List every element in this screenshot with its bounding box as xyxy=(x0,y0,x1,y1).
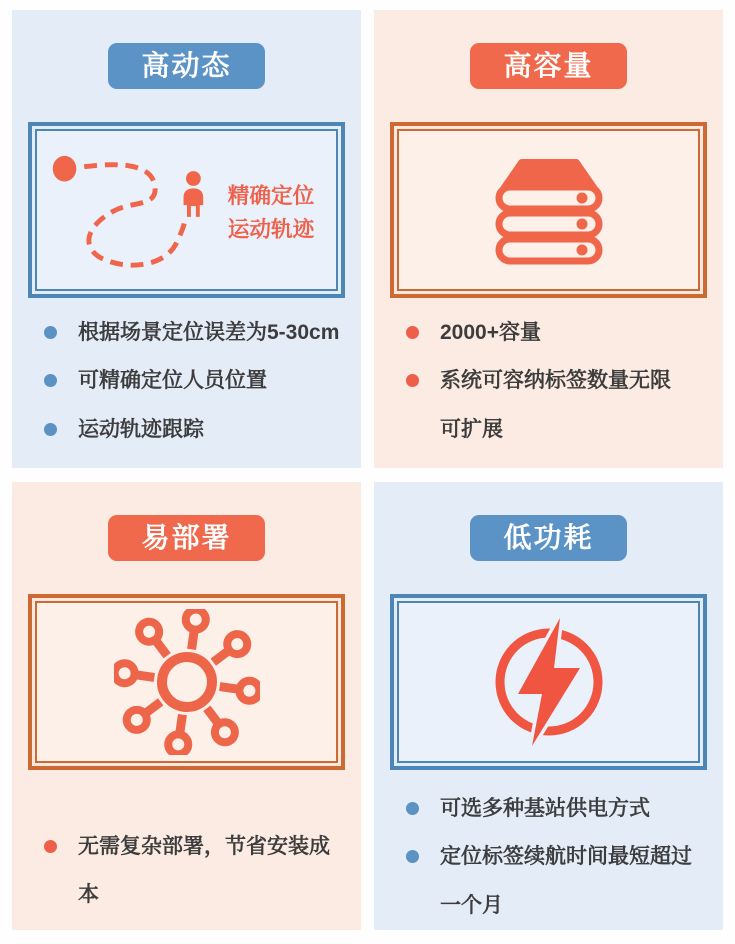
feature-item xyxy=(44,309,347,357)
bullet-dot-icon xyxy=(44,374,57,387)
lightning-bolt-icon xyxy=(486,616,612,748)
panel-title-badge: 高动态 xyxy=(108,43,264,89)
panel-title-badge: 高容量 xyxy=(470,43,626,89)
feature-text: 系统可容纳标签数量无限可扩展 xyxy=(440,369,671,441)
feature-text: 可精确定位人员位置 xyxy=(78,369,267,393)
annotation-line-2: 运动轨迹 xyxy=(227,216,315,242)
start-point-dot-icon xyxy=(53,156,77,182)
annotation-line-1: 精确定位 xyxy=(227,183,315,209)
feature-text: 无需复杂部署，节省安装成本 xyxy=(78,835,330,907)
bullet-dot-icon xyxy=(406,802,419,815)
feature-item xyxy=(406,357,709,454)
feature-grid xyxy=(12,10,723,930)
bullet-dot-icon xyxy=(44,326,57,339)
feature-item xyxy=(406,833,709,930)
server-stack-icon xyxy=(488,155,610,265)
panel-easy-deploy xyxy=(12,482,361,930)
bullet-dot-icon xyxy=(406,374,419,387)
feature-text: 定位标签续航时间最短超过一个月 xyxy=(440,845,692,917)
panel-high-capacity xyxy=(374,10,723,468)
feature-text: 2000+容量 xyxy=(440,321,541,345)
feature-list xyxy=(44,823,347,920)
bullet-dot-icon xyxy=(44,840,57,853)
feature-item xyxy=(406,785,709,833)
feature-list xyxy=(406,309,709,454)
feature-text: 根据场景定位误差为5-30cm xyxy=(78,321,340,345)
person-icon xyxy=(184,171,204,217)
panel-high-dynamic xyxy=(12,10,361,468)
hub-network-icon xyxy=(114,609,260,755)
feature-item xyxy=(406,309,709,357)
illustration-frame xyxy=(35,601,338,759)
bullet-dot-icon xyxy=(406,850,419,863)
illustration-frame xyxy=(35,129,338,287)
feature-item xyxy=(44,406,347,454)
feature-text: 运动轨迹跟踪 xyxy=(78,417,204,441)
feature-item xyxy=(44,357,347,405)
panel-low-power xyxy=(374,482,723,930)
panel-title-badge: 低功耗 xyxy=(470,515,626,561)
trajectory-illustration xyxy=(37,131,336,289)
illustration-frame xyxy=(397,129,700,287)
bullet-dot-icon xyxy=(44,423,57,436)
dashed-trajectory-path xyxy=(84,165,184,266)
bullet-dot-icon xyxy=(406,326,419,339)
illustration-frame xyxy=(397,601,700,759)
panel-title-badge: 易部署 xyxy=(108,515,264,561)
feature-list xyxy=(406,785,709,930)
feature-text: 可选多种基站供电方式 xyxy=(440,797,650,821)
feature-list xyxy=(44,309,347,454)
feature-item xyxy=(44,823,347,920)
